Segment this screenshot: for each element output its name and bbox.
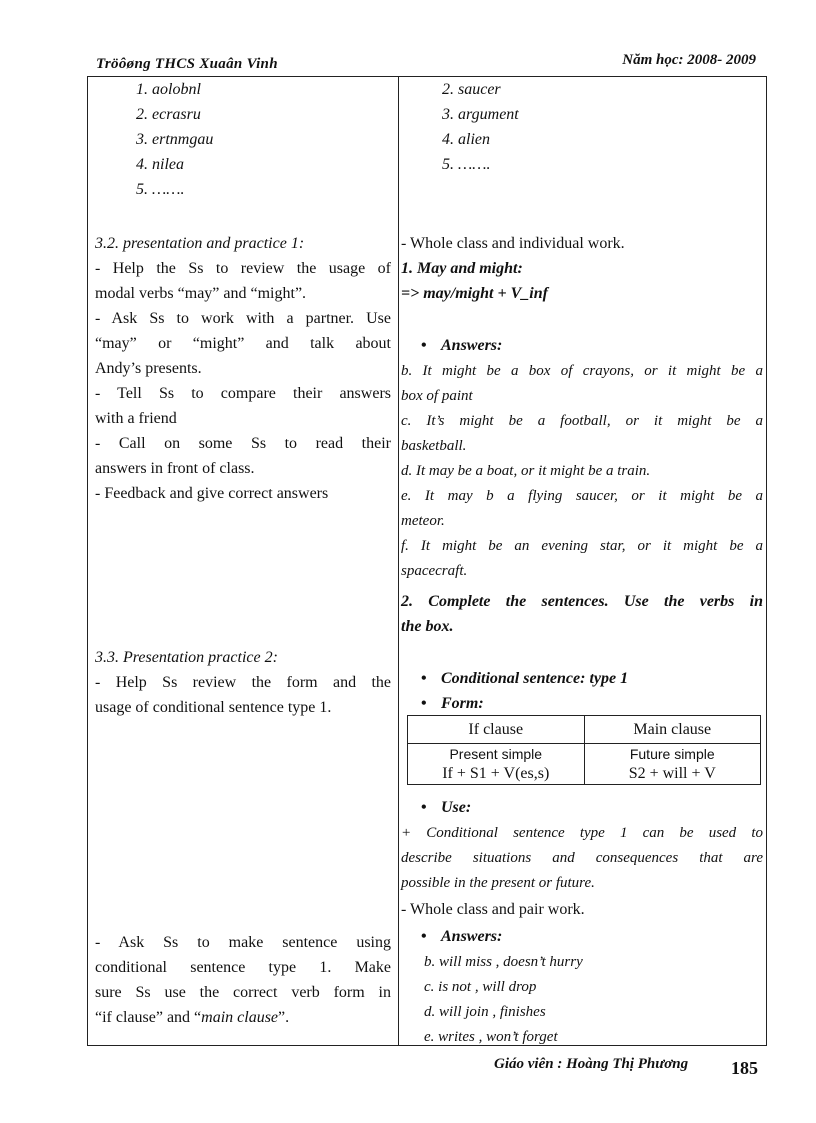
if-tense: Present simple (449, 746, 543, 762)
answers-label: • Answers: (401, 333, 763, 358)
ask-text: ”. (278, 1009, 290, 1026)
answer-line: f. It might be an evening star, or it might be a (401, 538, 763, 554)
ask-line: conditional sentence type 1. Make (95, 959, 391, 976)
exercise-2-title: 2. Complete the sentences. Use the verbs in (401, 593, 763, 610)
answer-line: c. It’s might be a football, or it might be a (401, 413, 763, 429)
year-label: Năm học: (622, 52, 684, 68)
answer-2-line: d. will join , finishes (424, 1004, 546, 1020)
teacher-name: Giáo viên : Hoàng Thị Phương (494, 1056, 689, 1072)
section-3-2-line: answers in front of class. (95, 460, 255, 477)
section-3-2-line: with a friend (95, 410, 177, 427)
answer-line: basketball. (401, 438, 467, 454)
column-divider (398, 77, 399, 1045)
form-label: • Form: (401, 691, 763, 716)
unscramble-item: 5. ……. (442, 156, 491, 173)
use-label: • Use: (401, 795, 763, 820)
unscramble-item: 2. saucer (442, 81, 501, 98)
answer-2-line: b. will miss , doesn’t hurry (424, 954, 583, 970)
ask-line-last (95, 1005, 391, 1030)
page-header (96, 52, 756, 76)
conditional-label: • Conditional sentence: type 1 (401, 666, 763, 691)
scramble-item: 1. aolobnl (136, 81, 201, 98)
scramble-item: 5. ……. (136, 181, 185, 198)
main-formula: S2 + will + V (628, 765, 716, 782)
answer-line: spacecraft. (401, 563, 468, 579)
section-3-2-line: modal verbs “may” and “might”. (95, 285, 307, 302)
scramble-item: 4. nilea (136, 156, 184, 173)
section-3-2-line: - Ask Ss to work with a partner. Use (95, 310, 391, 327)
school-year (622, 52, 756, 69)
may-might-formula: => may/might + V_inf (401, 285, 548, 302)
section-3-2-line: Andy’s presents. (95, 360, 202, 377)
lesson-table (87, 76, 767, 1046)
school-name: Tröôøng THCS Xuaân Vinh (96, 56, 278, 72)
section-3-3-line: usage of conditional sentence type 1. (95, 699, 332, 716)
answer-line: box of paint (401, 388, 473, 404)
section-3-2-line: - Tell Ss to compare their answers (95, 385, 391, 402)
scramble-item: 2. ecrasru (136, 106, 201, 123)
whole-class-note: - Whole class and individual work. (401, 235, 625, 252)
pair-work-note: - Whole class and pair work. (401, 901, 585, 918)
year-value: 2008- 2009 (687, 52, 756, 68)
main-clause-cell (584, 744, 761, 785)
if-clause-cell (408, 744, 585, 785)
ask-text-italic: main clause (201, 1009, 279, 1026)
use-line: possible in the present or future. (401, 875, 595, 891)
section-3-3-line: - Help Ss review the form and the (95, 674, 391, 691)
unscramble-item: 3. argument (442, 106, 519, 123)
answer-line: b. It might be a box of crayons, or it might be a (401, 363, 763, 379)
may-might-title: 1. May and might: (401, 260, 523, 277)
use-line: + Conditional sentence type 1 can be used to (401, 825, 763, 841)
main-tense: Future simple (629, 746, 715, 762)
section-3-2-title: 3.2. presentation and practice 1: (95, 235, 305, 252)
conditional-form-table (407, 715, 761, 785)
exercise-2-title: the box. (401, 618, 454, 635)
answers-2-label: • Answers: (401, 924, 763, 949)
unscramble-item: 4. alien (442, 131, 490, 148)
answer-2-line: c. is not , will drop (424, 979, 537, 995)
section-3-3-title: 3.3. Presentation practice 2: (95, 649, 278, 666)
page-number: 185 (731, 1058, 758, 1078)
use-line: describe situations and consequences that are (401, 850, 763, 866)
answer-line: d. It may be a boat, or it might be a train. (401, 463, 651, 479)
main-clause-header: Main clause (584, 716, 761, 744)
answer-line: meteor. (401, 513, 445, 529)
section-3-2-line: - Feedback and give correct answers (95, 485, 329, 502)
ask-line: - Ask Ss to make sentence using (95, 934, 391, 951)
if-formula: If + S1 + V(es,s) (442, 765, 550, 782)
section-3-2-line: - Help the Ss to review the usage of (95, 260, 391, 277)
ask-line: sure Ss use the correct verb form in (95, 984, 391, 1001)
if-clause-header: If clause (408, 716, 585, 744)
section-3-2-line: “may” or “might” and talk about (95, 335, 391, 352)
ask-text: “if clause” and “ (95, 1009, 202, 1026)
answer-2-line: e. writes , won’t forget (424, 1029, 558, 1045)
answer-line: e. It may b a flying saucer, or it might be a (401, 488, 763, 504)
scramble-item: 3. ertnmgau (136, 131, 214, 148)
section-3-2-line: - Call on some Ss to read their (95, 435, 391, 452)
